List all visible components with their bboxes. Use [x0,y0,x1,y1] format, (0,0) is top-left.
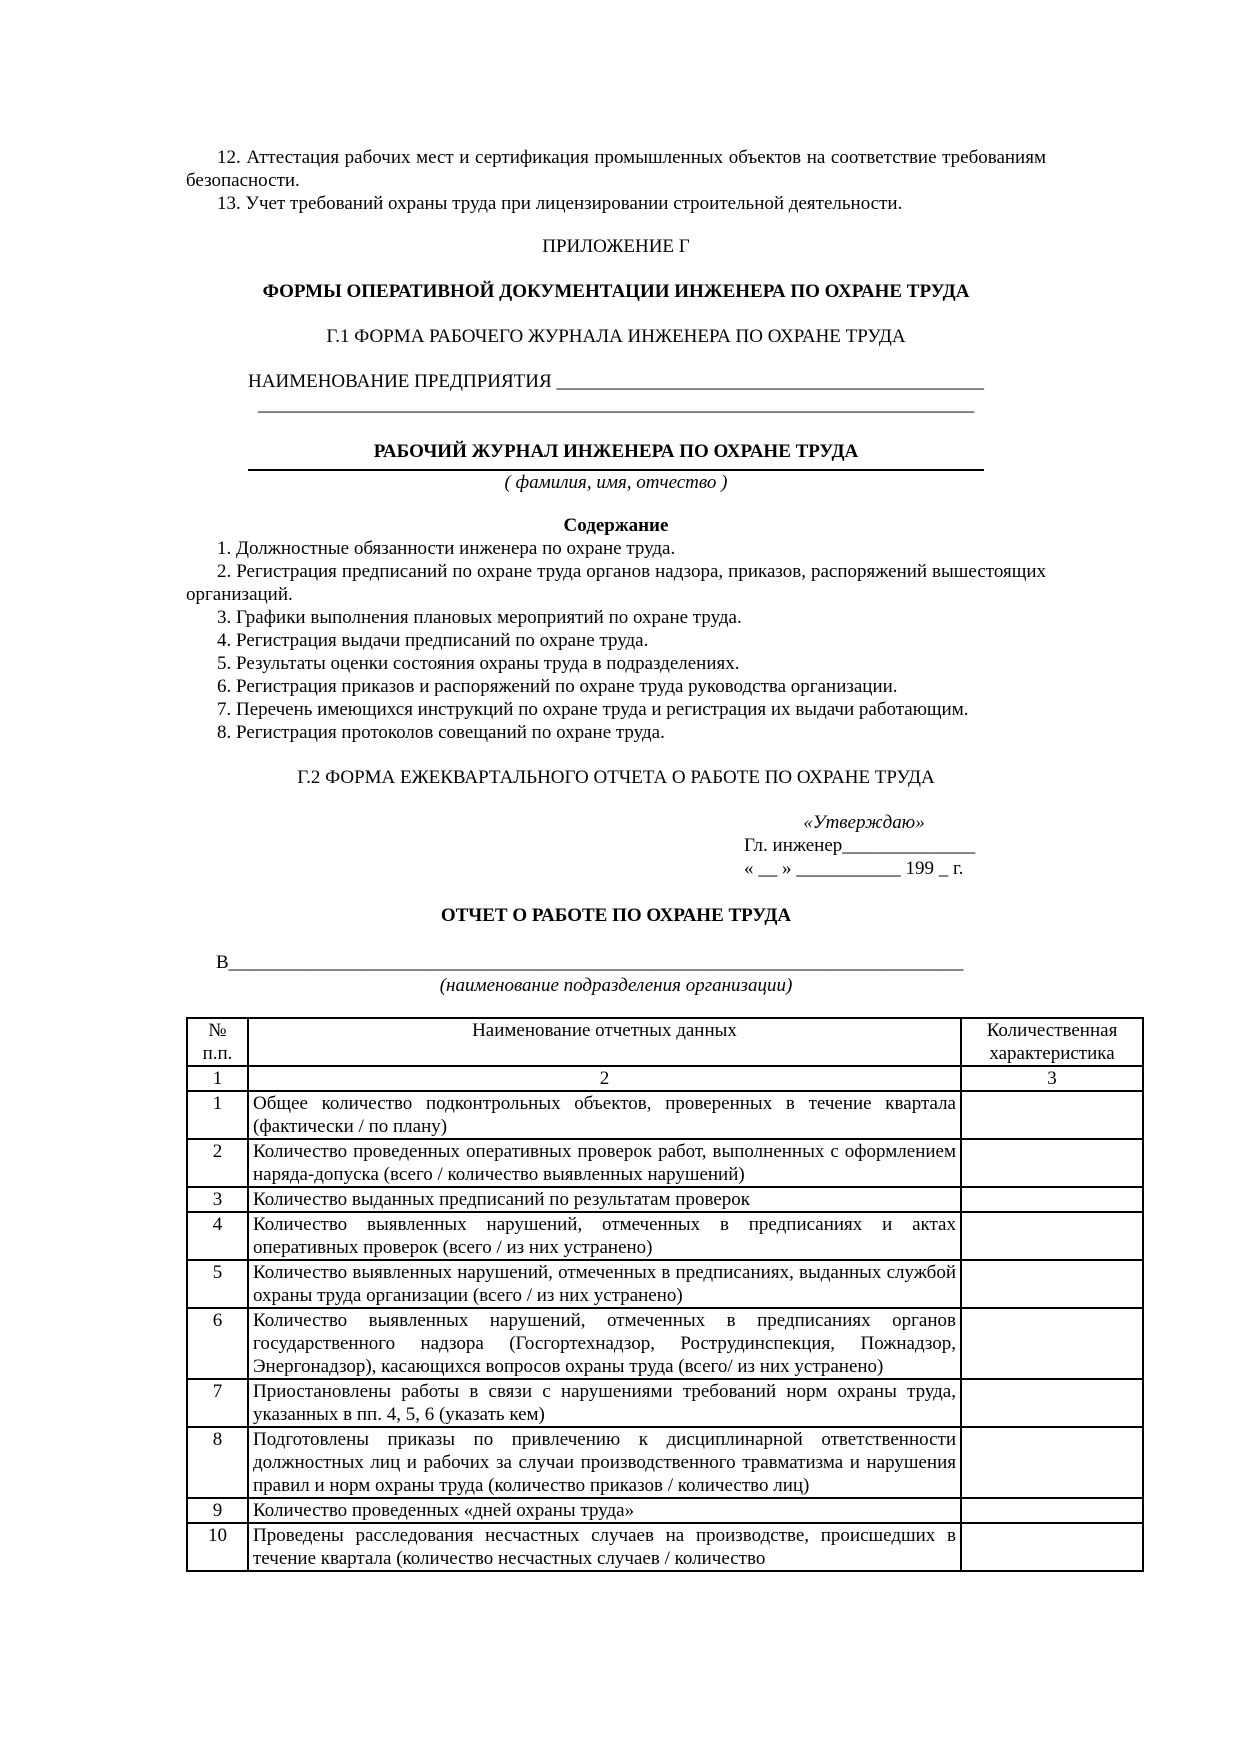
row-number: 8 [187,1427,248,1498]
chief-engineer-line: Гл. инженер______________ [744,835,976,856]
journal-title: РАБОЧИЙ ЖУРНАЛ ИНЖЕНЕРА ПО ОХРАНЕ ТРУДА [373,441,859,462]
table-row [187,1212,1143,1260]
table-row [187,1187,1143,1212]
row-number: 9 [187,1498,248,1523]
approval-block [744,811,1044,880]
unit-hint: (наименование подразделения организации) [439,975,793,996]
document-page [186,146,1118,1572]
enterprise-line [186,370,1046,393]
contents-item: 1. Должностные обязанности инженера по охране труда. [217,538,676,559]
table-numbering-row [187,1066,1143,1091]
row-text: Количество проведенных «дней охраны труда» [248,1498,961,1523]
contents-item: 5. Результаты оценки состояния охраны труда в подразделениях. [217,653,740,674]
row-value[interactable] [961,1212,1143,1260]
row-value[interactable] [961,1260,1143,1308]
report-heading: Г.2 ФОРМА ЕЖЕКВАРТАЛЬНОГО ОТЧЕТА О РАБОТЕ ПО ОХРАНЕ ТРУДА [297,767,935,788]
row-value[interactable] [961,1523,1143,1571]
row-value[interactable] [961,1498,1143,1523]
numbering-cell: 2 [248,1066,961,1091]
row-value[interactable] [961,1091,1143,1139]
enterprise-blank-2: _____________________________________________________________________________ [257,394,975,415]
contents-list [186,537,1046,744]
row-number: 5 [187,1260,248,1308]
contents-item: 7. Перечень имеющихся инструкций по охране труда и регистрация их выдачи работающим. [217,699,969,720]
row-text: Подготовлены приказы по привлечению к дисциплинарной ответственности должностных лиц и рабочих за случаи производственного травматизма и нарушения правил и норм охраны труда (количество приказов / количество лиц) [248,1427,961,1498]
approve-label: «Утверждаю» [803,812,925,833]
numbering-cell: 1 [187,1066,248,1091]
row-number: 1 [187,1091,248,1139]
row-value[interactable] [961,1427,1143,1498]
contents-item: 4. Регистрация выдачи предписаний по охране труда. [217,630,649,651]
appendix-label: ПРИЛОЖЕНИЕ Г [542,236,690,257]
table-row [187,1139,1143,1187]
report-table [186,1017,1144,1572]
row-text: Проведены расследования несчастных случаев на производстве, происшедших в течение квартала (количество несчастных случаев / количество [248,1523,961,1571]
table-row [187,1498,1143,1523]
report-title: ОТЧЕТ О РАБОТЕ ПО ОХРАНЕ ТРУДА [440,905,792,926]
row-number: 2 [187,1139,248,1187]
row-number: 3 [187,1187,248,1212]
contents-item: 6. Регистрация приказов и распоряжений по охране труда руководства организации. [217,676,898,697]
enterprise-blank: _____________________________________________ [556,371,984,392]
intro-item-13: 13. Учет требований охраны труда при лицензировании строительной деятельности. [217,193,903,214]
table-row [187,1523,1143,1571]
fio-hint: ( фамилия, имя, отчество ) [504,472,728,493]
contents-item: 3. Графики выполнения плановых мероприятий по охране труда. [217,607,742,628]
table-row [187,1379,1143,1427]
table-row [187,1091,1143,1139]
appendix-title: ФОРМЫ ОПЕРАТИВНОЙ ДОКУМЕНТАЦИИ ИНЖЕНЕРА ПО ОХРАНЕ ТРУДА [262,281,970,302]
row-text: Количество проведенных оперативных проверок работ, выполненных с оформлением наряда-допуска (всего / количество выявленных нарушений) [248,1139,961,1187]
header-cell-number: № п.п. [187,1018,248,1066]
approve-date-line: « __ » ___________ 199 _ г. [744,858,964,879]
contents-title: Содержание [563,515,669,536]
contents-item: 2. Регистрация предписаний по охране труда органов надзора, приказов, распоряжений вышестоящих организаций. [186,561,1046,605]
row-value[interactable] [961,1308,1143,1379]
table-row [187,1308,1143,1379]
unit-line: В_______________________________________________________________________________ [216,952,964,973]
row-number: 10 [187,1523,248,1571]
row-text: Приостановлены работы в связи с нарушениями требований норм охраны труда, указанных в пп. 4, 5, 6 (указать кем) [248,1379,961,1427]
row-number: 7 [187,1379,248,1427]
row-text: Количество выявленных нарушений, отмеченных в предписаниях и актах оперативных проверок (всего / из них устранено) [248,1212,961,1260]
row-value[interactable] [961,1379,1143,1427]
journal-heading: Г.1 ФОРМА РАБОЧЕГО ЖУРНАЛА ИНЖЕНЕРА ПО ОХРАНЕ ТРУДА [326,326,906,347]
intro-item-12: 12. Аттестация рабочих мест и сертификация промышленных объектов на соответствие требованиям безопасности. [186,147,1046,191]
table-row [187,1427,1143,1498]
numbering-cell: 3 [961,1066,1143,1091]
table-header-row [187,1018,1143,1066]
row-value[interactable] [961,1187,1143,1212]
row-number: 4 [187,1212,248,1260]
row-text: Количество выявленных нарушений, отмеченных в предписаниях, выданных службой охраны труда организации (всего / из них устранено) [248,1260,961,1308]
row-text: Количество выданных предписаний по результатам проверок [248,1187,961,1212]
table-row [187,1260,1143,1308]
enterprise-label: НАИМЕНОВАНИЕ ПРЕДПРИЯТИЯ [248,371,552,392]
row-text: Количество выявленных нарушений, отмеченных в предписаниях органов государственного надзора (Госгортехнадзор, Рострудинспекция, Пожнадзор, Энергонадзор), касающихся вопросов охраны труда (всего/ из них устранено) [248,1308,961,1379]
row-value[interactable] [961,1139,1143,1187]
row-number: 6 [187,1308,248,1379]
contents-item: 8. Регистрация протоколов совещаний по охране труда. [217,722,665,743]
header-cell-name: Наименование отчетных данных [248,1018,961,1066]
header-cell-quantity: Количественная характеристика [961,1018,1143,1066]
row-text: Общее количество подконтрольных объектов, проверенных в течение квартала (фактически / по плану) [248,1091,961,1139]
